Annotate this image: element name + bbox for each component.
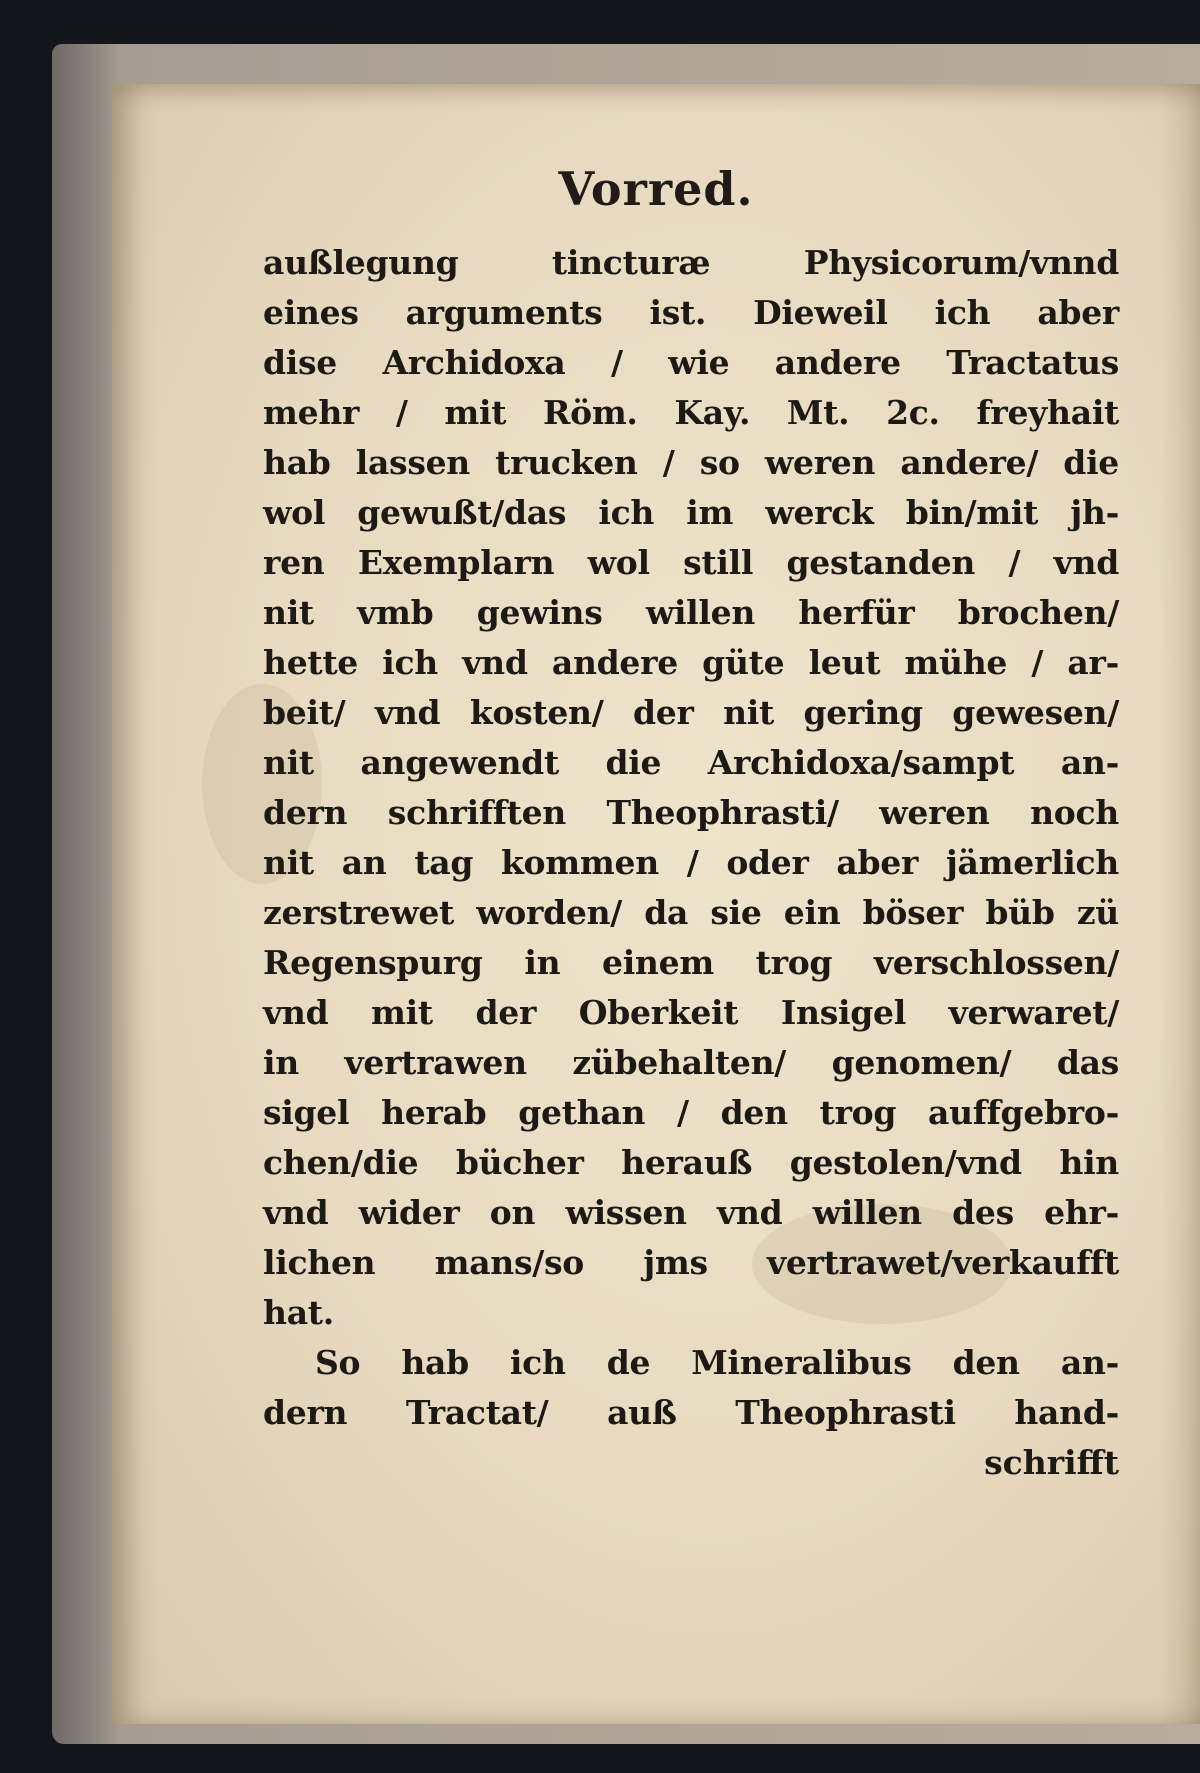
paragraph-line: dern Tractat/ auß Theophrasti hand- [263, 1393, 1119, 1432]
text-line: Regenspurg in einem trog verschlossen/ [263, 943, 1119, 982]
text-line: hat. [263, 1293, 334, 1332]
catchword: schrifft [984, 1443, 1119, 1482]
text-line: wol gewußt/das ich im werck bin/mit jh- [263, 493, 1119, 532]
text-line: vnd mit der Oberkeit Insigel verwaret/ [263, 993, 1119, 1032]
text-line: hette ich vnd andere güte leut mühe / ar- [263, 643, 1119, 682]
text-line: dise Archidoxa / wie andere Tractatus [263, 343, 1119, 382]
text-line: nit an tag kommen / oder aber jämerlich [263, 843, 1119, 882]
text-line: beit/ vnd kosten/ der nit gering gewesen/ [263, 693, 1119, 732]
text-line: in vertrawen zübehalten/ genomen/ das [263, 1043, 1119, 1082]
text-line: zerstrewet worden/ da sie ein böser büb zü [263, 893, 1119, 932]
text-line: eines arguments ist. Dieweil ich aber [263, 293, 1119, 332]
text-line: vnd wider on wissen vnd willen des ehr- [263, 1193, 1119, 1232]
text-block [263, 238, 1119, 1488]
text-line: außlegung tincturæ Physicorum/vnnd [263, 243, 1119, 282]
text-line: chen/die bücher herauß gestolen/vnd hin [263, 1143, 1119, 1182]
text-line: hab lassen trucken / so weren andere/ die [263, 443, 1119, 482]
text-line: mehr / mit Röm. Kay. Mt. 2c. freyhait [263, 393, 1119, 432]
text-line: nit vmb gewins willen herfür brochen/ [263, 593, 1119, 632]
running-header: Vorred. [558, 162, 754, 216]
paragraph-line: So hab ich de Mineralibus den an- [315, 1343, 1119, 1382]
text-line: sigel herab gethan / den trog auffgebro- [263, 1093, 1119, 1132]
text-line: ren Exemplarn wol still gestanden / vnd [263, 543, 1119, 582]
text-line: nit angewendt die Archidoxa/sampt an- [263, 743, 1119, 782]
text-line: dern schrifften Theophrasti/ weren noch [263, 793, 1119, 832]
gutter-shadow [1160, 84, 1200, 1724]
text-line: lichen mans/so jms vertrawet/verkaufft [263, 1243, 1119, 1282]
